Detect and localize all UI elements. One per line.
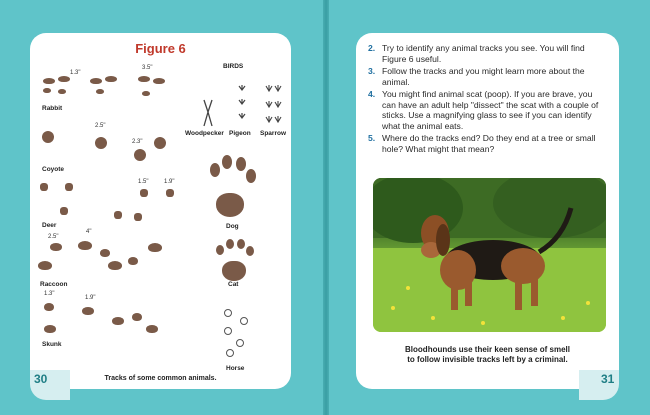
figure-title: Figure 6: [135, 41, 186, 56]
figure-caption: Tracks of some common animals.: [104, 375, 217, 382]
measure-coyote-width: 2.3": [132, 139, 143, 145]
photo-caption: [356, 345, 619, 365]
measure-raccoon-stride: 4": [86, 229, 92, 235]
skunk-track: [44, 325, 56, 333]
measure-rabbit-stride: 3.5": [142, 65, 153, 71]
label-raccoon: Raccoon: [40, 281, 68, 288]
skunk-track: [146, 325, 158, 333]
horse-hoof: [240, 317, 248, 325]
dog-paw-toe: [246, 169, 256, 183]
step-item: 5. Where do the tracks end? Do they end at a tree or small hole? What might that mean?: [368, 133, 596, 154]
measure-raccoon: 2.5": [48, 234, 59, 240]
deer-track: [134, 213, 142, 221]
dog-paw-pad: [216, 193, 244, 217]
measure-rabbit: 1.3": [70, 70, 81, 76]
rabbit-track: [96, 89, 104, 94]
deer-track: [60, 207, 68, 215]
cat-paw-toe: [226, 239, 234, 249]
measure-skunk: 1.3": [44, 291, 55, 297]
bloodhound-photo: [373, 178, 606, 332]
photo-caption-line: Bloodhounds use their keen sense of smell: [405, 345, 570, 354]
measure-coyote: 2.5": [95, 123, 106, 129]
horse-hoof: [236, 339, 244, 347]
rabbit-track: [58, 76, 70, 82]
coyote-track: [134, 149, 146, 161]
cat-paw-toe: [246, 246, 254, 256]
raccoon-track: [148, 243, 162, 252]
deer-track: [140, 189, 148, 197]
dog-paw-toe: [222, 155, 232, 169]
measure-deer-width: 1.9": [164, 179, 175, 185]
rabbit-track: [43, 78, 55, 84]
deer-track: [114, 211, 122, 219]
label-coyote: Coyote: [42, 166, 65, 173]
label-sparrow: Sparrow: [260, 130, 287, 137]
skunk-track: [44, 303, 54, 311]
coyote-track: [95, 137, 107, 149]
coyote-track: [154, 137, 166, 149]
sparrow-track-icon: [264, 83, 284, 128]
steps-list: [368, 43, 608, 156]
label-woodpecker: Woodpecker: [185, 130, 224, 137]
raccoon-track: [100, 249, 110, 257]
deer-track: [65, 183, 73, 191]
label-skunk: Skunk: [42, 341, 62, 348]
raccoon-track: [50, 243, 62, 251]
horse-hoof: [226, 349, 234, 357]
raccoon-track: [128, 257, 138, 265]
horse-hoof: [224, 309, 232, 317]
label-pigeon: Pigeon: [229, 130, 251, 137]
rabbit-track: [90, 78, 102, 84]
deer-track: [166, 189, 174, 197]
dog-paw-toe: [236, 157, 246, 171]
rabbit-track: [142, 91, 150, 96]
rabbit-track: [43, 88, 51, 93]
measure-skunk-stride: 1.9": [85, 295, 96, 301]
coyote-track: [42, 131, 54, 143]
step-item: 4. You might find animal scat (poop). If you are brave, you can have an adult help "dissect" the scat with a couple of sticks. Use a magnifying glass to see if you can identify what the animal eats.: [368, 89, 599, 131]
rabbit-track: [105, 76, 117, 82]
label-birds: BIRDS: [223, 63, 244, 70]
step-item: 2. Try to identify any animal tracks you see. You will find Figure 6 useful.: [368, 43, 585, 64]
rabbit-track: [58, 89, 66, 94]
step-item: 3. Follow the tracks and you might learn more about the animal.: [368, 66, 585, 87]
label-cat: Cat: [228, 281, 239, 288]
bloodhound-illustration: [373, 178, 606, 332]
deer-track: [40, 183, 48, 191]
raccoon-track: [38, 261, 52, 270]
rabbit-track: [153, 78, 165, 84]
figure-card: [30, 33, 291, 389]
rabbit-track: [138, 76, 150, 82]
raccoon-track: [78, 241, 92, 250]
raccoon-track: [108, 261, 122, 270]
page-number-left: 30: [34, 372, 48, 386]
pigeon-track-icon: [235, 83, 249, 128]
page-number-right: 31: [601, 372, 615, 386]
cat-paw-pad: [222, 261, 246, 281]
woodpecker-track-icon: [200, 98, 216, 130]
photo-caption-line: to follow invisible tracks left by a criminal.: [407, 355, 568, 364]
label-rabbit: Rabbit: [42, 105, 63, 112]
book-gutter: [323, 0, 329, 415]
measure-deer: 1.5": [138, 179, 149, 185]
cat-paw-toe: [216, 245, 224, 255]
skunk-track: [132, 313, 142, 321]
label-horse: Horse: [226, 365, 245, 372]
label-dog: Dog: [226, 223, 239, 230]
skunk-track: [82, 307, 94, 315]
cat-paw-toe: [237, 239, 245, 249]
skunk-track: [112, 317, 124, 325]
dog-paw-toe: [210, 163, 220, 177]
horse-hoof: [224, 327, 232, 335]
label-deer: Deer: [42, 222, 57, 229]
